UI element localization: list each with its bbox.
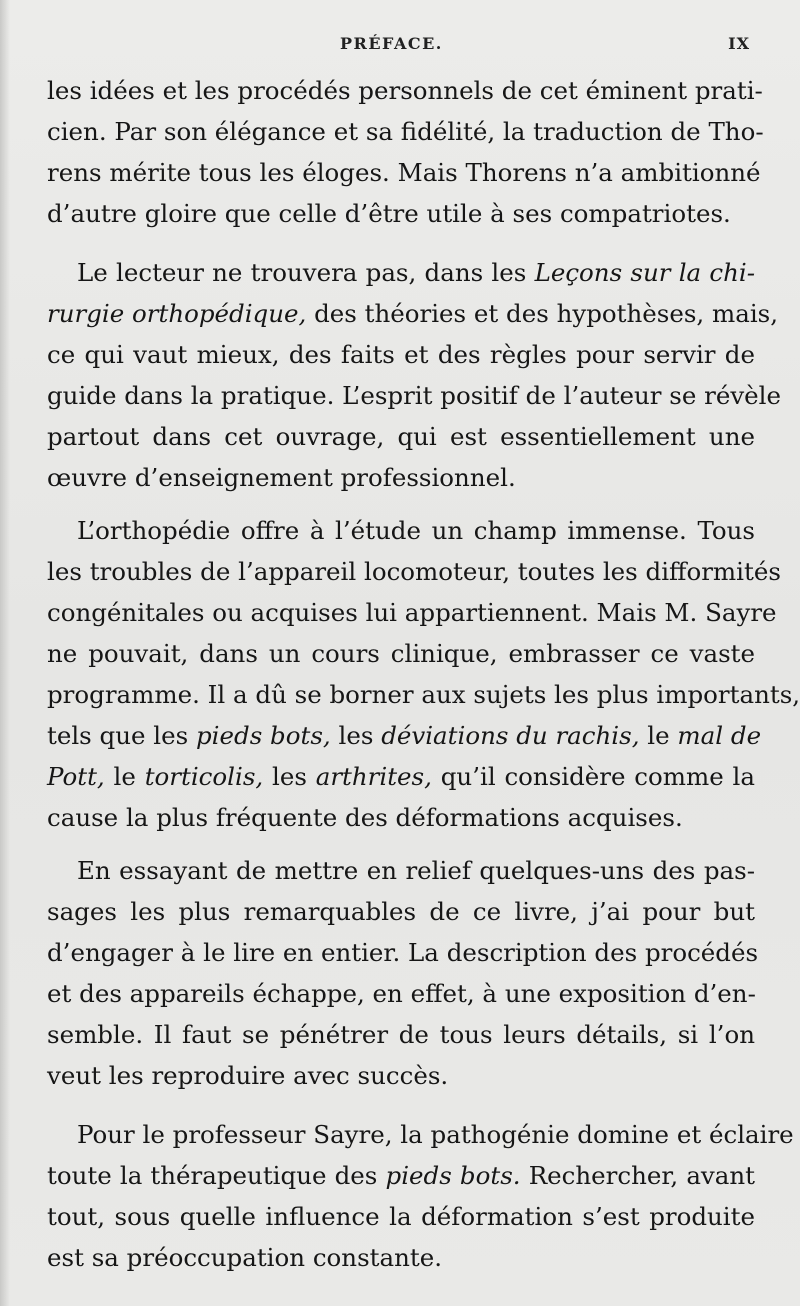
running-head: PRÉFACE. <box>340 34 443 53</box>
text-line: tels que les pieds bots, les déviations du rachis, le mal de <box>47 721 762 750</box>
text-line: ce qui vaut mieux, des faits et des règles pour servir de <box>47 340 755 369</box>
text-line: En essayant de mettre en relief quelques-uns des pas- <box>77 856 755 885</box>
text-line: L’orthopédie offre à l’étude un champ immense. Tous <box>77 516 755 545</box>
text-line: semble. Il faut se pénétrer de tous leurs détails, si l’on <box>47 1020 755 1049</box>
text-line: cien. Par son élégance et sa fidélité, la traduction de Tho- <box>47 117 764 146</box>
italic-term: Pott, <box>47 762 105 791</box>
body-text <box>47 70 800 1278</box>
text-line: les troubles de l’appareil locomoteur, toutes les difformités <box>47 557 781 586</box>
text-line: congénitales ou acquises lui appartiennent. Mais M. Sayre <box>47 598 777 627</box>
text-line: d’autre gloire que celle d’être utile à ses compatriotes. <box>47 199 731 228</box>
page-bottom-edge <box>0 1306 800 1314</box>
italic-term: pieds bots. <box>385 1161 521 1190</box>
italic-term: mal de <box>677 721 762 750</box>
text-line: sages les plus remarquables de ce livre, j’ai pour but <box>47 897 755 926</box>
paragraph <box>47 70 764 234</box>
text-line: guide dans la pratique. L’esprit positif de l’auteur se révèle <box>47 381 781 410</box>
text-line: est sa préoccupation constante. <box>47 1243 443 1272</box>
paragraph <box>47 510 800 838</box>
text-line: d’engager à le lire en entier. La description des procédés <box>47 938 759 967</box>
text-line: veut les reproduire avec succès. <box>47 1061 449 1090</box>
paragraph <box>47 252 781 498</box>
text-line: cause la plus fréquente des déformations acquises. <box>47 803 683 832</box>
text-line: et des appareils échappe, en effet, à une exposition d’en- <box>47 979 756 1008</box>
text-line: ne pouvait, dans un cours clinique, embrasser ce vaste <box>47 639 755 668</box>
text-line: Pott, le torticolis, les arthrites, qu’il considère comme la <box>47 762 755 791</box>
italic-term: Leçons sur la chi- <box>534 258 755 287</box>
page-edge-shadow <box>0 0 10 1314</box>
text-line: Le lecteur ne trouvera pas, dans les Leçons sur la chi- <box>77 258 755 287</box>
italic-term: torticolis, <box>144 762 264 791</box>
paragraph-spacer <box>47 498 755 510</box>
text-line: partout dans cet ouvrage, qui est essentiellement une <box>47 422 755 451</box>
paragraph-spacer <box>47 838 755 850</box>
paragraph-spacer <box>47 1096 755 1114</box>
page-number: IX <box>728 34 750 53</box>
italic-term: arthrites, <box>315 762 432 791</box>
text-line: toute la thérapeutique des pieds bots. Rechercher, avant <box>47 1161 755 1190</box>
paragraph-spacer <box>47 234 755 252</box>
paragraph <box>47 1114 794 1278</box>
text-line: Pour le professeur Sayre, la pathogénie domine et éclaire <box>77 1120 794 1149</box>
italic-term: rurgie orthopédique, <box>47 299 307 328</box>
text-line: rens mérite tous les éloges. Mais Thorens n’a ambitionné <box>47 158 761 187</box>
text-line: les idées et les procédés personnels de cet éminent prati- <box>47 76 763 105</box>
text-line: programme. Il a dû se borner aux sujets les plus importants, <box>47 680 800 709</box>
italic-term: pieds bots, <box>196 721 331 750</box>
italic-term: déviations du rachis, <box>381 721 640 750</box>
text-line: œuvre d’enseignement professionnel. <box>47 463 516 492</box>
text-line: tout, sous quelle influence la déformation s’est produite <box>47 1202 755 1231</box>
paragraph <box>47 850 759 1096</box>
text-line: rurgie orthopédique, des théories et des hypothèses, mais, <box>47 299 779 328</box>
